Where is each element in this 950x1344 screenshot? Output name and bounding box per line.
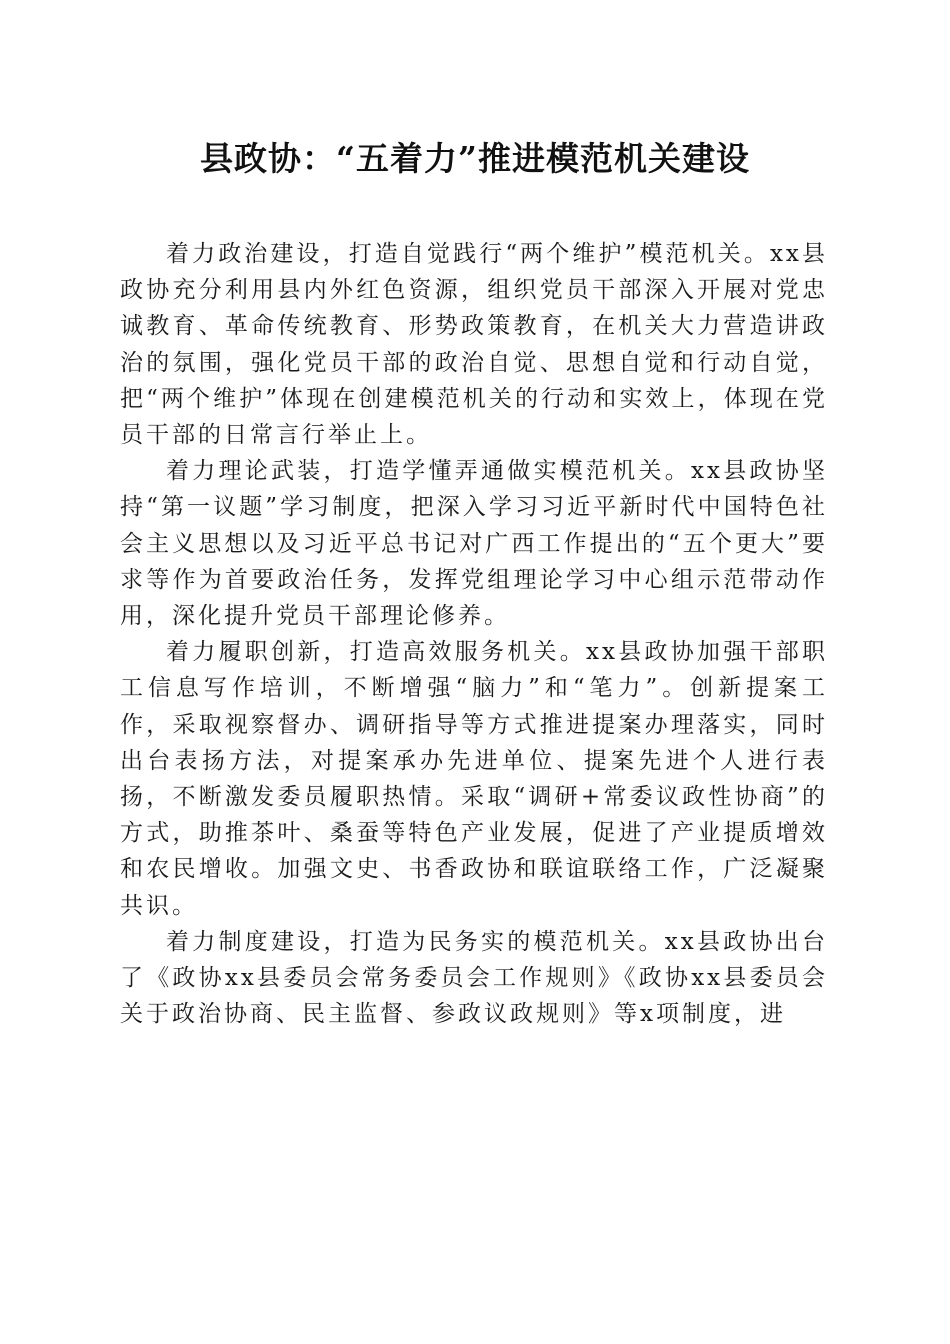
document-body xyxy=(120,236,828,1032)
paragraph-duty-innovation: 着力履职创新，打造高效服务机关。xx县政协加强干部职工信息写作培训，不断增强“脑力”和“笔力”。创新提案工作，采取视察督办、调研指导等方式推进提案办理落实，同时出台表扬方法，对提案承办先进单位、提案先进个人进行表扬，不断激发委员履职热情。采取“调研+常委议政性协商”的方式，助推茶叶、桑蚕等特色产业发展，促进了产业提质增效和农民增收。加强文史、书香政协和联谊联络工作，广泛凝聚共识。 xyxy=(120,639,828,919)
paragraph-theory-study: 着力理论武装，打造学懂弄通做实模范机关。xx县政协坚持“第一议题”学习制度，把深入学习习近平新时代中国特色社会主义思想以及习近平总书记对广西工作提出的“五个更大”要求等作为首要政治任务，发挥党组理论学习中心组示范带动作用，深化提升党员干部理论修养。 xyxy=(120,458,828,630)
paragraph-political-building: 着力政治建设，打造自觉践行“两个维护”模范机关。xx县政协充分利用县内外红色资源，组织党员干部深入开展对党忠诚教育、革命传统教育、形势政策教育，在机关大力营造讲政治的氛围，强化党员干部的政治自觉、思想自觉和行动自觉，把“两个维护”体现在创建模范机关的行动和实效上，体现在党员干部的日常言行举止上。 xyxy=(120,241,828,449)
paragraph-system-building: 着力制度建设，打造为民务实的模范机关。xx县政协出台了《政协xx县委员会常务委员会工作规则》《政协xx县委员会关于政治协商、民主监督、参政议政规则》等x项制度，进 xyxy=(120,928,828,1028)
document-title: 县政协：“五着力”推进模范机关建设 xyxy=(200,139,750,178)
